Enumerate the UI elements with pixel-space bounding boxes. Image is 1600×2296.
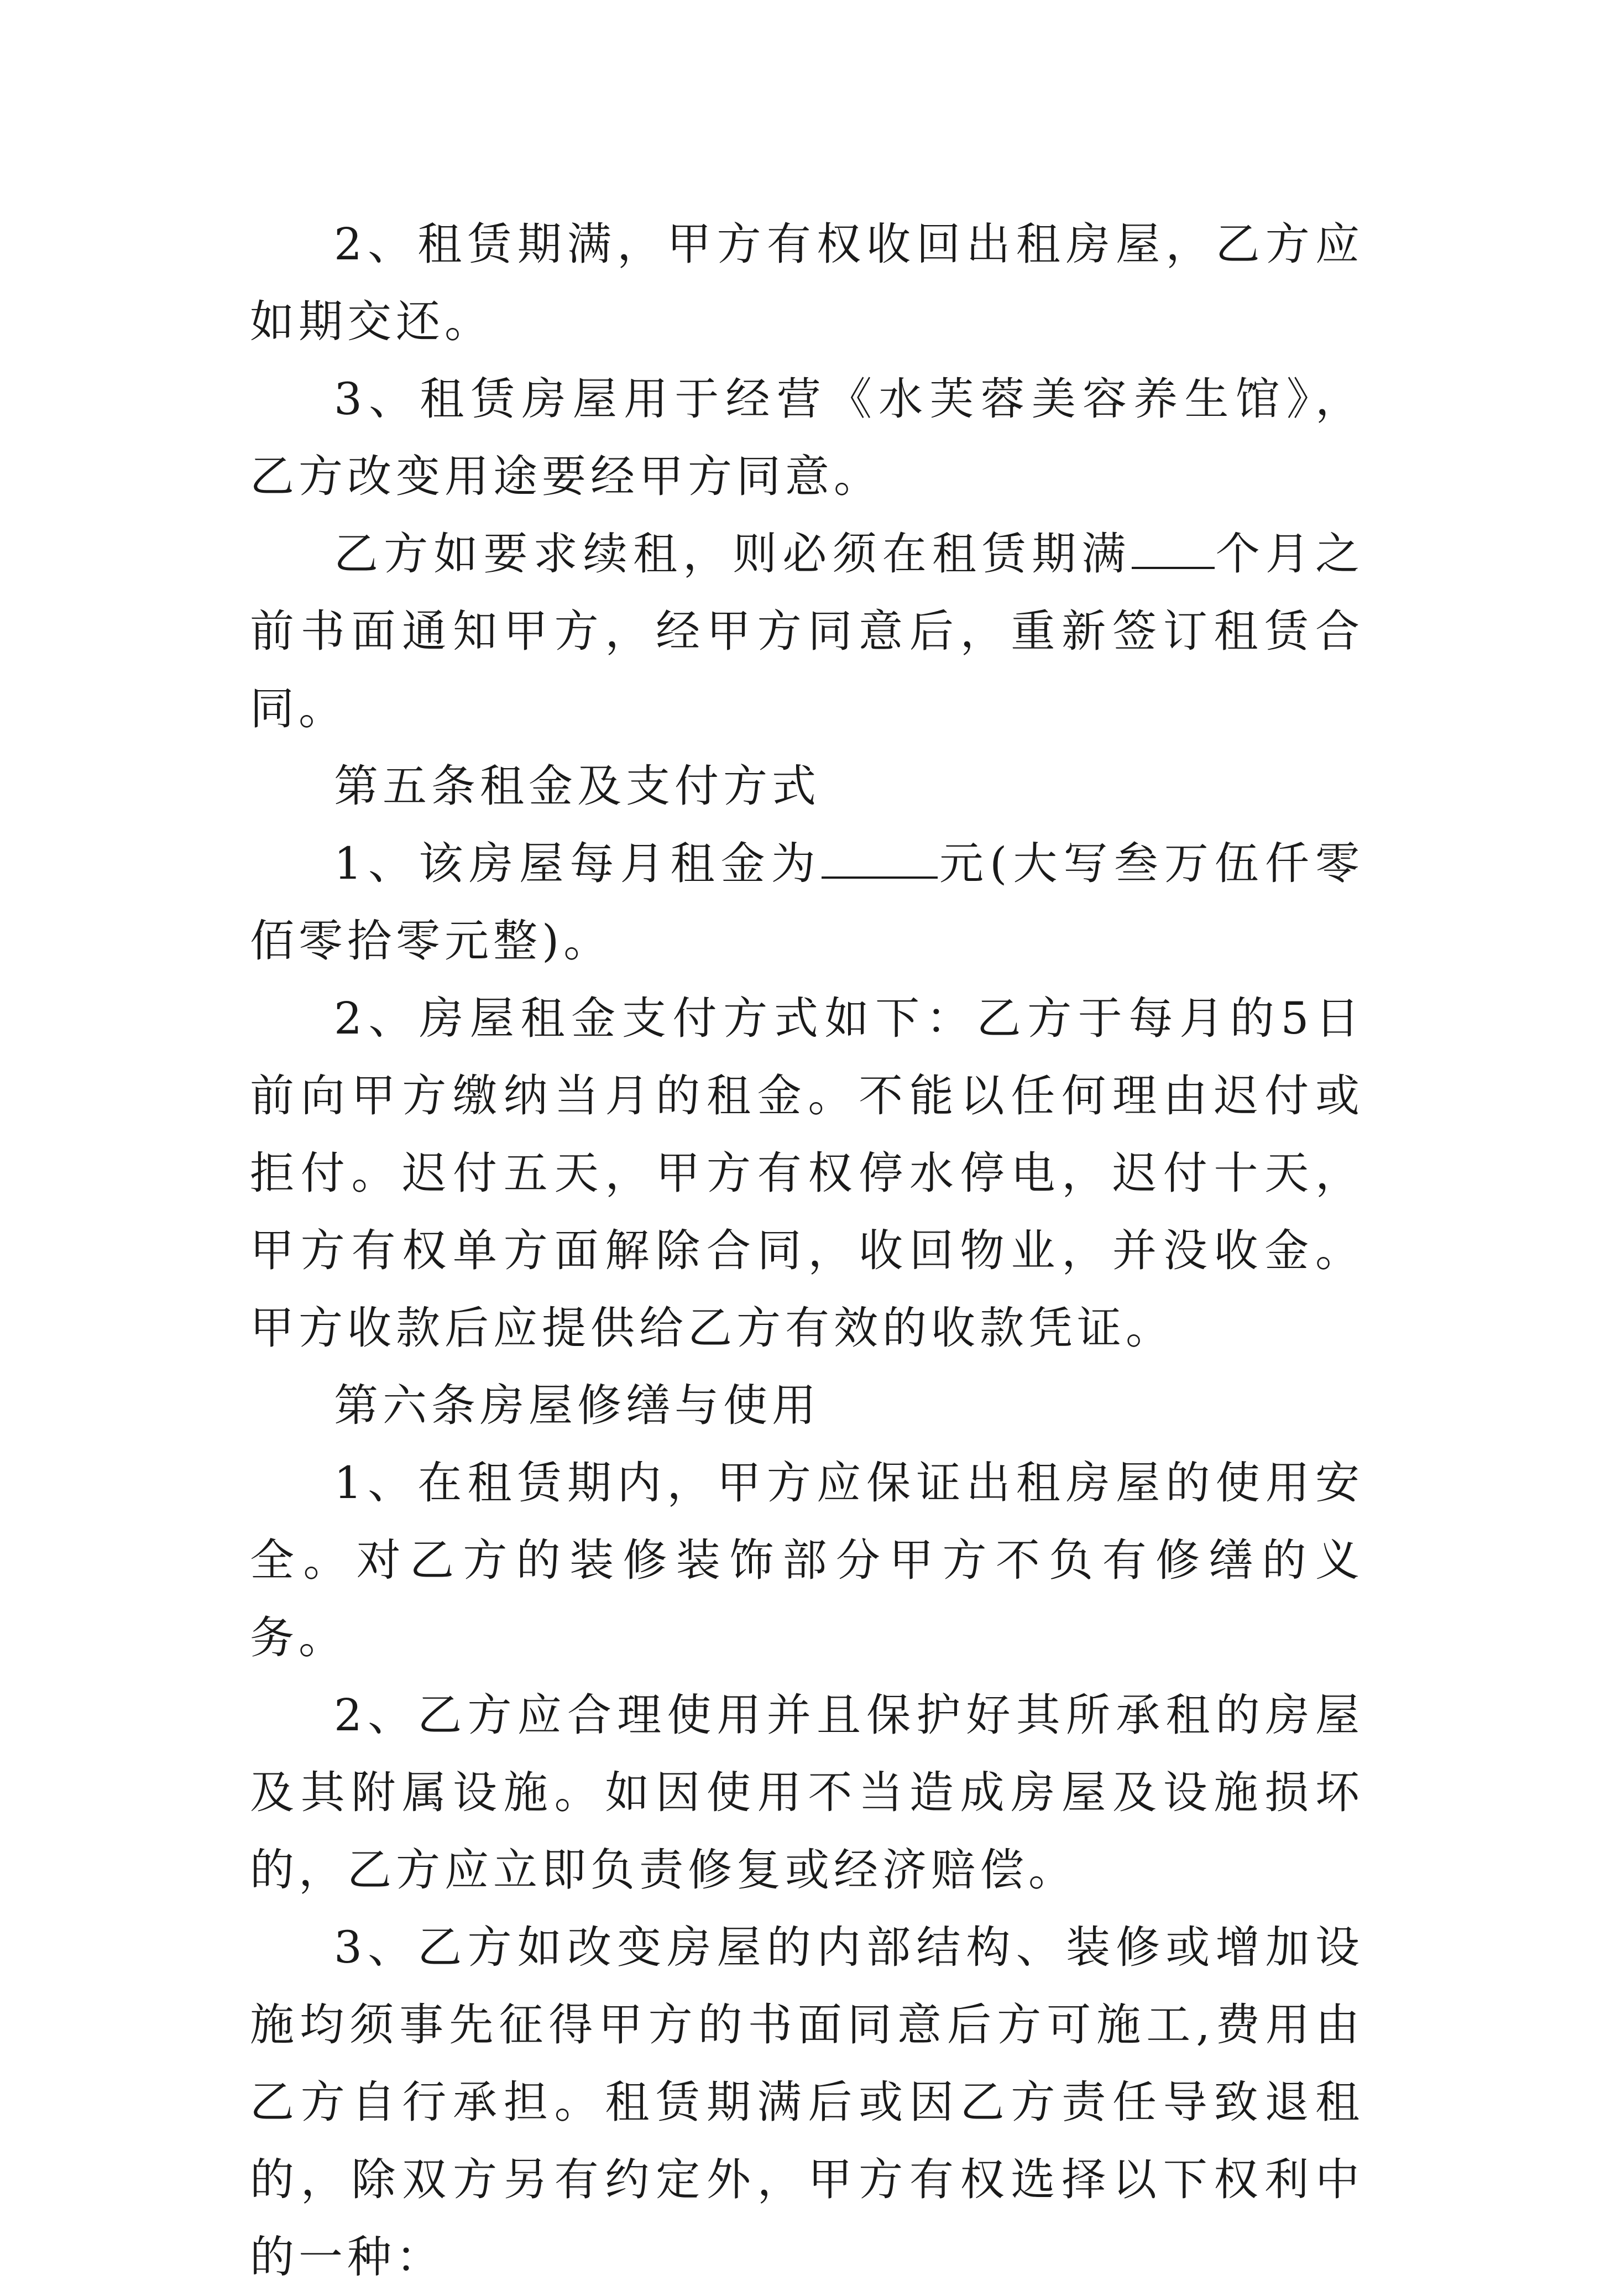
rent-text-before: 1、该房屋每月租金为 [334, 838, 822, 889]
article-5-heading: 第五条租金及支付方式 [334, 760, 820, 812]
paragraph-proper-use: 2、乙方应合理使用并且保护好其所承租的房屋及其附属设施。如因使用不当造成房屋及设施损坏的，乙方应立即负责修复或经济赔偿。 [250, 1689, 1364, 1896]
paragraph-repair-duty: 1、在租赁期内，甲方应保证出租房屋的使用安全。对乙方的装修装饰部分甲方不负有修缮的义务。 [250, 1457, 1364, 1663]
document-body [250, 206, 1364, 2296]
paragraph-renewal [250, 515, 1364, 748]
article-6-heading: 第六条房屋修缮与使用 [334, 1380, 820, 1431]
rent-amount-blank [822, 838, 938, 879]
renewal-text-before: 乙方如要求续租，则必须在租赁期满 [334, 528, 1132, 580]
rent-text-after: 元(大写叁万伍仟零佰零拾零元整)。 [250, 838, 1364, 967]
renewal-months-blank [1132, 528, 1215, 569]
paragraph-alterations: 3、乙方如改变房屋的内部结构、装修或增加设施均须事先征得甲方的书面同意后方可施工,费用由乙方自行承担。租赁期满后或因乙方责任导致退租的，除双方另有约定外，甲方有权选择以下权利中的一种： [250, 1922, 1364, 2283]
renewal-text-after: 个月之前书面通知甲方，经甲方同意后，重新签订租赁合同。 [250, 528, 1364, 734]
paragraph-monthly-rent [250, 825, 1364, 980]
paragraph-lease-expiry: 2、租赁期满，甲方有权收回出租房屋，乙方应如期交还。 [250, 218, 1364, 347]
paragraph-usage: 3、租赁房屋用于经营《水芙蓉美容养生馆》，乙方改变用途要经甲方同意。 [250, 373, 1364, 502]
paragraph-payment-method: 2、房屋租金支付方式如下：乙方于每月的5日前向甲方缴纳当月的租金。不能以任何理由迟付或拒付。迟付五天，甲方有权停水停电，迟付十天，甲方有权单方面解除合同，收回物业，并没收金。甲方收款后应提供给乙方有效的收款凭证。 [250, 993, 1364, 1354]
